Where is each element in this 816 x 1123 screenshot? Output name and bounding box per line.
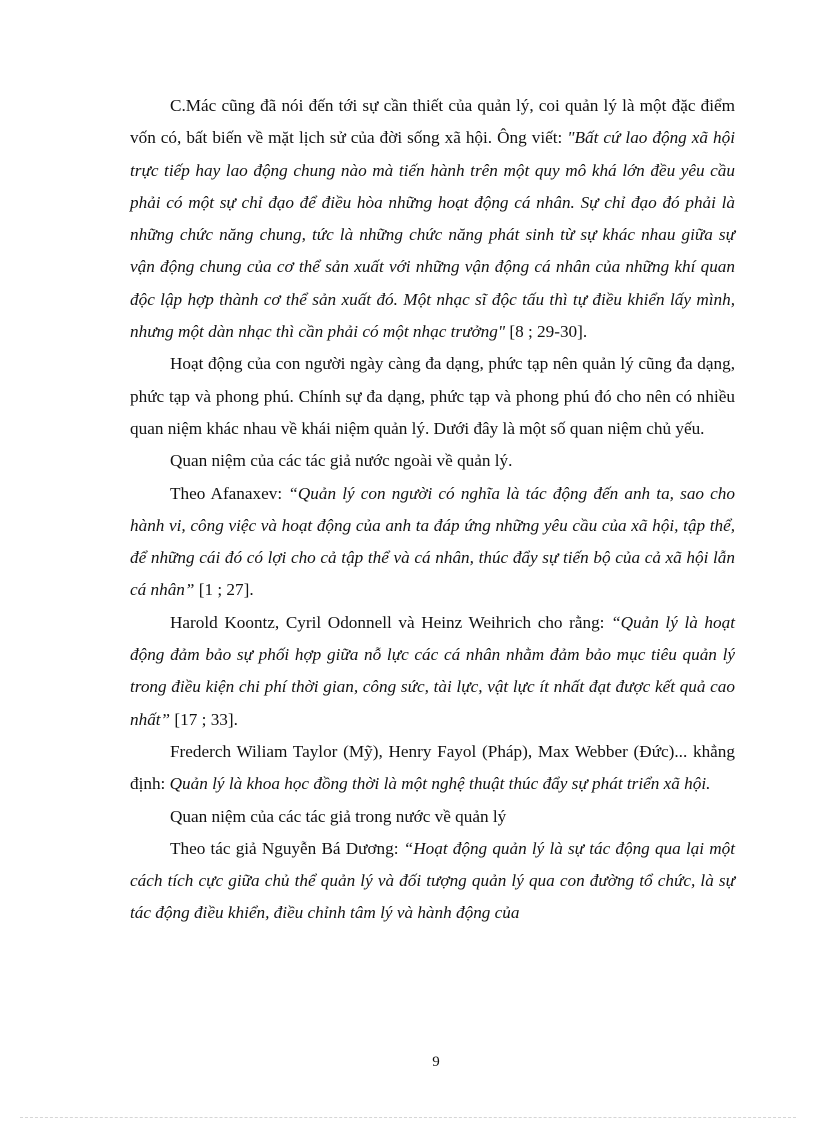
body-text: Frederch Wiliam Taylor (Mỹ), Henry Fayol (Pháp), Max Webber (Đức)... khẳng định:: [130, 741, 735, 794]
quoted-text: “Hoạt động quản lý là sự tác động qua lại một cách tích cực giữa chủ thể quản lý và đối tượng quản lý qua con đường tổ chức, là sự tác động điều khiển, điều chỉnh tâm lý và hành động của: [130, 838, 735, 923]
body-text: [1 ; 27].: [194, 580, 254, 600]
body-text: Hoạt động của con người ngày càng đa dạng, phức tạp nên quản lý cũng đa dạng, phức tạp và phong phú. Chính sự đa dạng, phức tạp và phong phú đó cho nên có nhiều quan niệm khác nhau về khái niệm quản lý. Dưới đây là một số quan niệm chủ yếu.: [130, 354, 735, 438]
body-text: Theo Afanaxev:: [170, 483, 289, 503]
paragraph: [130, 607, 735, 736]
body-text: Quan niệm của các tác giả nước ngoài về quản lý.: [170, 451, 513, 471]
quoted-text: “Quản lý con người có nghĩa là tác động đến anh ta, sao cho hành vi, công việc và hoạt động của anh ta đáp ứng những yêu cầu của xã hội, tập thể, để những cái đó có lợi cho cả tập thể và cá nhân, thúc đẩy sự tiến bộ của cả xã hội lẫn cá nhân”: [130, 483, 735, 600]
body-text: Theo tác giả Nguyễn Bá Dương:: [170, 838, 404, 858]
paragraph: [130, 90, 735, 348]
paragraph: [130, 736, 735, 801]
page-number: 9: [432, 1054, 440, 1070]
quoted-text: “Quản lý là hoạt động đảm bảo sự phối hợp giữa nỗ lực các cá nhân nhằm đảm bảo mục tiêu quản lý trong điều kiện chi phí thời gian, công sức, tài lực, vật lực ít nhất đạt được kết quả cao nhất”: [130, 612, 735, 729]
page-bottom-divider: [20, 1117, 796, 1118]
paragraph: [130, 833, 735, 930]
document-body: [130, 90, 735, 930]
body-text: Harold Koontz, Cyril Odonnell và Heinz Weihrich cho rằng:: [170, 612, 612, 632]
body-text: [17 ; 33].: [170, 709, 238, 729]
body-text: C.Mác cũng đã nói đến tới sự cần thiết của quản lý, coi quản lý là một đặc điểm vốn có, bất biến về mặt lịch sử của đời sống xã hội. Ông viết:: [130, 96, 735, 148]
body-text: Quan niệm của các tác giả trong nước về quản lý: [170, 806, 507, 826]
quoted-text: Quản lý là khoa học đồng thời là một nghệ thuật thúc đẩy sự phát triển xã hội.: [169, 774, 711, 794]
quoted-text: "Bất cứ lao động xã hội trực tiếp hay lao động chung nào mà tiến hành trên một quy mô khá lớn đều yêu cầu phải có một sự chỉ đạo để điều hòa những hoạt động cá nhân. Sự chỉ đạo đó phải là những chức năng chung, tức là những chức năng phát sinh từ sự khác nhau giữa sự vận động chung của cơ thể sản xuất với những vận động cá nhân của những khí quan độc lập hợp thành cơ thể sản xuất đó. Một nhạc sĩ độc tấu thì tự điều khiển lấy mình, nhưng một dàn nhạc thì cần phải có một nhạc trưởng": [130, 128, 735, 342]
paragraph: [130, 445, 735, 477]
paragraph: [130, 478, 735, 607]
body-text: [8 ; 29-30].: [505, 322, 588, 342]
paragraph: [130, 801, 735, 833]
paragraph: [130, 348, 735, 445]
